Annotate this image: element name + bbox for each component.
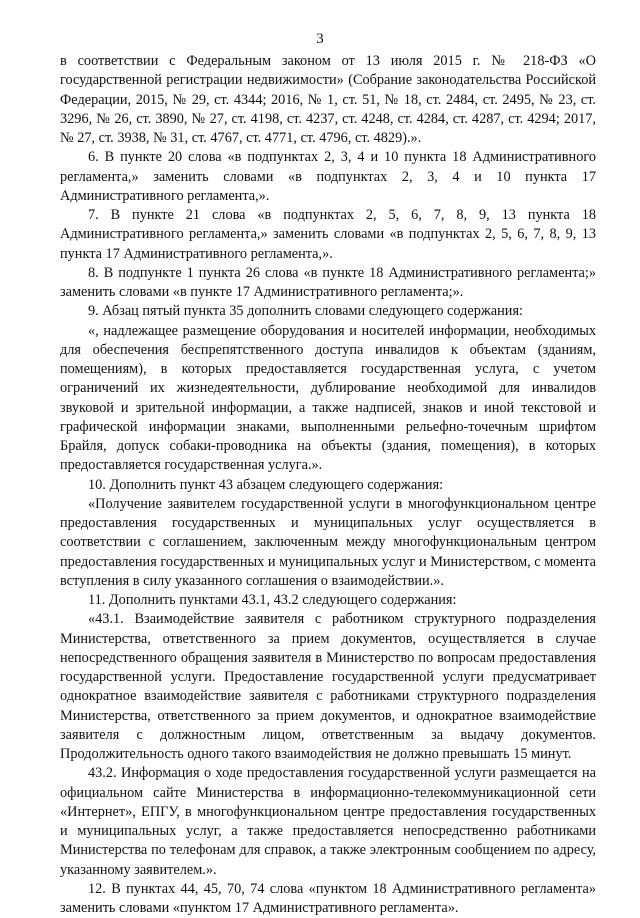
paragraph-item-11: 11. Дополнить пунктами 43.1, 43.2 следующего содержания: — [88, 592, 457, 608]
paragraph-item-12: 12. В пунктах 44, 45, 70, 74 слова «пунктом 18 Административного регламента» заменить словами «пунктом 17 Административного регламента». — [60, 880, 596, 916]
paragraph-continuation: в соответствии с Федеральным законом от 13 июля 2015 г. № 218-ФЗ «О государственной регистрации недвижимости» (Собрание законодательства Российской Федерации, 2015, № 29, ст. 4344; 2016, № 1, ст. 51, № 18, ст. 2484, ст. 2495, № 23, ст. 3296, № 26, ст. 3890, № 27, ст. 4198, ст. 4237, ст. 4248, ст. 4284, ст. 4287, ст. 4294; 2017, № 27, ст. 3938, № 31, ст. 4767, ст. 4771, ст. 4796, ст. 4829).». — [60, 53, 596, 146]
paragraph-item-43-1: «43.1. Взаимодействие заявителя с работником структурного подразделения Министерства, ответственного за прием документов, осуществляется в случае непосредственного обращения заявителя в Министерство по вопросам предоставления государственной услуги. Предоставление государственной услуги предусматривает однократное взаимодействие заявителя с работниками структурного подразделения Министерства, ответственного за прием документов, и однократное взаимодействие заявителя с должностным лицом, ответственным за выдачу документов. Продолжительность одного такого взаимодействия не должно превышать 15 минут. — [60, 611, 596, 762]
paragraph-item-10: 10. Дополнить пункт 43 абзацем следующего содержания: — [88, 476, 444, 493]
paragraph-item-43-2: 43.2. Информация о ходе предоставления государственной услуги размещается на официальном сайте Министерства в информационно-телекоммуникационной сети «Интернет», ЕПГУ, в многофункциональном центре предоставления государственных и муниципальных услуг, а также предоставляется непосредственно работниками Министерства по телефонам для справок, а также электронным сообщением по адресу, указанному заявителем.». — [60, 765, 596, 878]
paragraph-item-9-quote: «, надлежащее размещение оборудования и носителей информации, необходимых для обеспечения беспрепятственного доступа инвалидов к объектам (зданиям, помещениям), в которых предоставляется государственная услуга, с учетом ограничений их жизнедеятельности, дублирование необходимой для инвалидов звуковой и зрительной информации, а также надписей, знаков и иной текстовой и графической информации знаками, выполненными рельефно-точечным шрифтом Брайля, допуск собаки-проводника на объекты (здания, помещения), в которых предоставляется государственная услуга.». — [60, 322, 596, 474]
paragraph-item-9: 9. Абзац пятый пункта 35 дополнить словами следующего содержания: — [88, 303, 523, 320]
document-body — [60, 52, 596, 918]
page-number: 3 — [316, 31, 324, 47]
paragraph-item-7: 7. В пункте 21 слова «в подпунктах 2, 5, 6, 7, 8, 9, 13 пункта 18 Административного регламента,» заменить словами «в подпунктах 2, 5, 6, 7, 8, 9, 13 пункта 17 Административного регламента,». — [60, 207, 596, 262]
paragraph-item-6: 6. В пункте 20 слова «в подпунктах 2, 3, 4 и 10 пункта 18 Административного регламента,» заменить словами «в подпунктах 2, 3, 4 и 10 пункта 17 Административного регламента,». — [60, 149, 596, 204]
paragraph-item-8: 8. В подпункте 1 пункта 26 слова «в пункте 18 Административного регламента;» заменить словами «в пункте 17 Административного регламента;». — [60, 264, 596, 300]
paragraph-item-10-quote: «Получение заявителем государственной услуги в многофункциональном центре предоставления государственных и муниципальных услуг осуществляется в соответствии с соглашением, заключенным между многофункциональным центром предоставления государственных и муниципальных услуг и Министерством, с момента вступления в силу указанного соглашения о взаимодействии.». — [60, 495, 596, 589]
